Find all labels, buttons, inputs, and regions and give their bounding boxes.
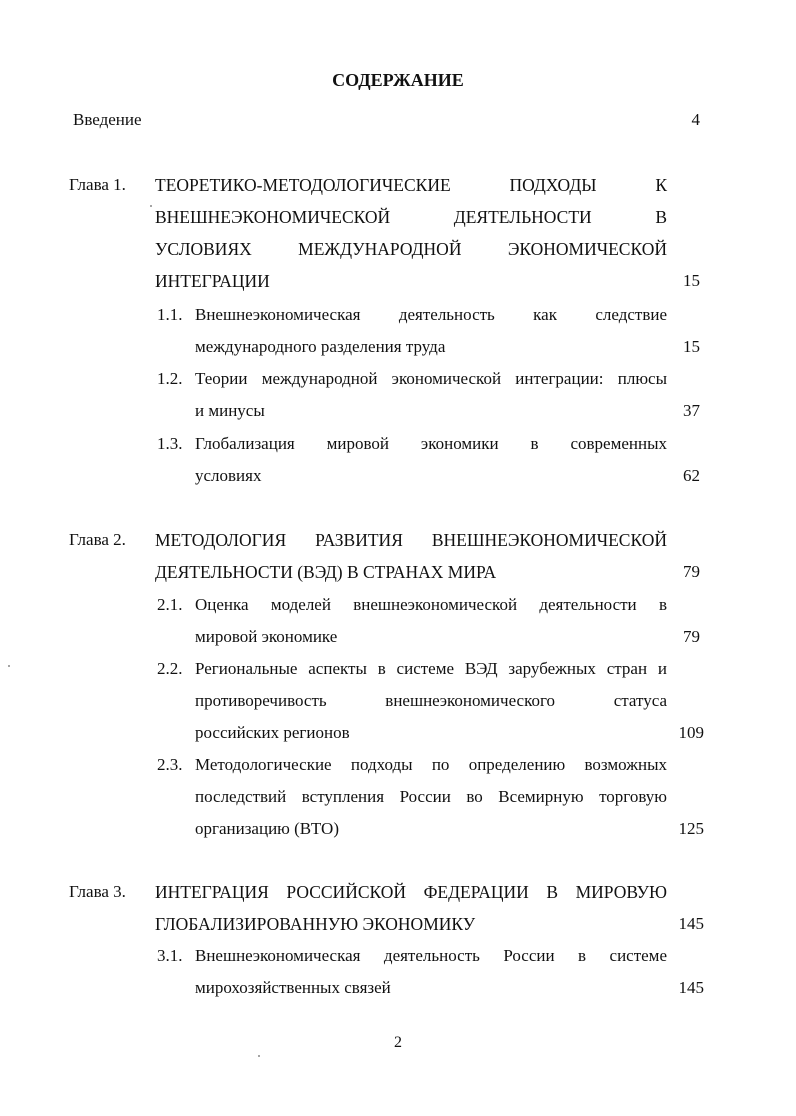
section-2-3-page: 125 xyxy=(678,819,704,838)
chapter-2-label: Глава 2. xyxy=(69,530,126,549)
section-1-2-line: Теории международной экономической интеграции: плюсы xyxy=(195,369,667,388)
section-2-1-number: 2.1. xyxy=(157,595,183,614)
section-1-2-number: 1.2. xyxy=(157,369,183,388)
scan-speck xyxy=(150,205,152,207)
chapter-3-page: 145 xyxy=(678,914,704,933)
chapter-1-title-line: ТЕОРЕТИКО-МЕТОДОЛОГИЧЕСКИЕ ПОДХОДЫ К xyxy=(155,175,667,195)
intro-page: 4 xyxy=(691,110,700,129)
section-1-1-line: Внешнеэкономическая деятельность как следствие xyxy=(195,305,667,324)
section-3-1-line: Внешнеэкономическая деятельность России в системе xyxy=(195,946,667,965)
section-2-2-line: Региональные аспекты в системе ВЭД зарубежных стран и xyxy=(195,659,667,678)
page-number: 2 xyxy=(394,1034,402,1051)
section-2-3-line: Методологические подходы по определению возможных xyxy=(195,755,667,774)
section-1-2-line: и минусы xyxy=(195,401,265,420)
section-1-3-line: Глобализация мировой экономики в современных xyxy=(195,434,667,453)
scan-speck xyxy=(8,665,10,667)
scan-speck xyxy=(258,1055,260,1057)
section-1-3-number: 1.3. xyxy=(157,434,183,453)
section-1-3-line: условиях xyxy=(195,466,262,485)
section-3-1-page: 145 xyxy=(678,978,704,997)
section-1-3-page: 62 xyxy=(683,466,700,485)
chapter-3-label: Глава 3. xyxy=(69,882,126,901)
chapter-2-title-line: ДЕЯТЕЛЬНОСТИ (ВЭД) В СТРАНАХ МИРА xyxy=(155,562,497,582)
chapter-2-title-line: МЕТОДОЛОГИЯ РАЗВИТИЯ ВНЕШНЕЭКОНОМИЧЕСКОЙ xyxy=(155,530,667,550)
section-3-1-line: мирохозяйственных связей xyxy=(195,978,391,997)
chapter-2-page: 79 xyxy=(683,562,700,581)
page-title: СОДЕРЖАНИЕ xyxy=(332,70,464,90)
section-1-1-number: 1.1. xyxy=(157,305,183,324)
section-2-2-number: 2.2. xyxy=(157,659,183,678)
chapter-3-title-line: ГЛОБАЛИЗИРОВАННУЮ ЭКОНОМИКУ xyxy=(155,914,476,934)
intro-label: Введение xyxy=(73,110,142,129)
section-1-2-page: 37 xyxy=(683,401,700,420)
section-1-1-line: международного разделения труда xyxy=(195,337,446,356)
chapter-3-title-line: ИНТЕГРАЦИЯ РОССИЙСКОЙ ФЕДЕРАЦИИ В МИРОВУЮ xyxy=(155,882,667,902)
section-2-3-line: последствий вступления России во Всемирную торговую xyxy=(195,787,667,806)
chapter-1-page: 15 xyxy=(683,271,700,290)
section-2-3-line: организацию (ВТО) xyxy=(195,819,339,838)
chapter-1-title-line: ВНЕШНЕЭКОНОМИЧЕСКОЙ ДЕЯТЕЛЬНОСТИ В xyxy=(155,207,667,227)
section-2-2-line: противоречивость внешнеэкономического статуса xyxy=(195,691,667,710)
chapter-1-label: Глава 1. xyxy=(69,175,126,194)
section-2-2-page: 109 xyxy=(678,723,704,742)
section-3-1-number: 3.1. xyxy=(157,946,183,965)
section-2-2-line: российских регионов xyxy=(195,723,350,742)
section-2-1-page: 79 xyxy=(683,627,700,646)
chapter-1-title-line: УСЛОВИЯХ МЕЖДУНАРОДНОЙ ЭКОНОМИЧЕСКОЙ xyxy=(155,239,667,259)
section-1-1-page: 15 xyxy=(683,337,700,356)
chapter-1-title-line: ИНТЕГРАЦИИ xyxy=(155,271,270,291)
section-2-1-line: мировой экономике xyxy=(195,627,338,646)
section-2-1-line: Оценка моделей внешнеэкономической деятельности в xyxy=(195,595,667,614)
section-2-3-number: 2.3. xyxy=(157,755,183,774)
